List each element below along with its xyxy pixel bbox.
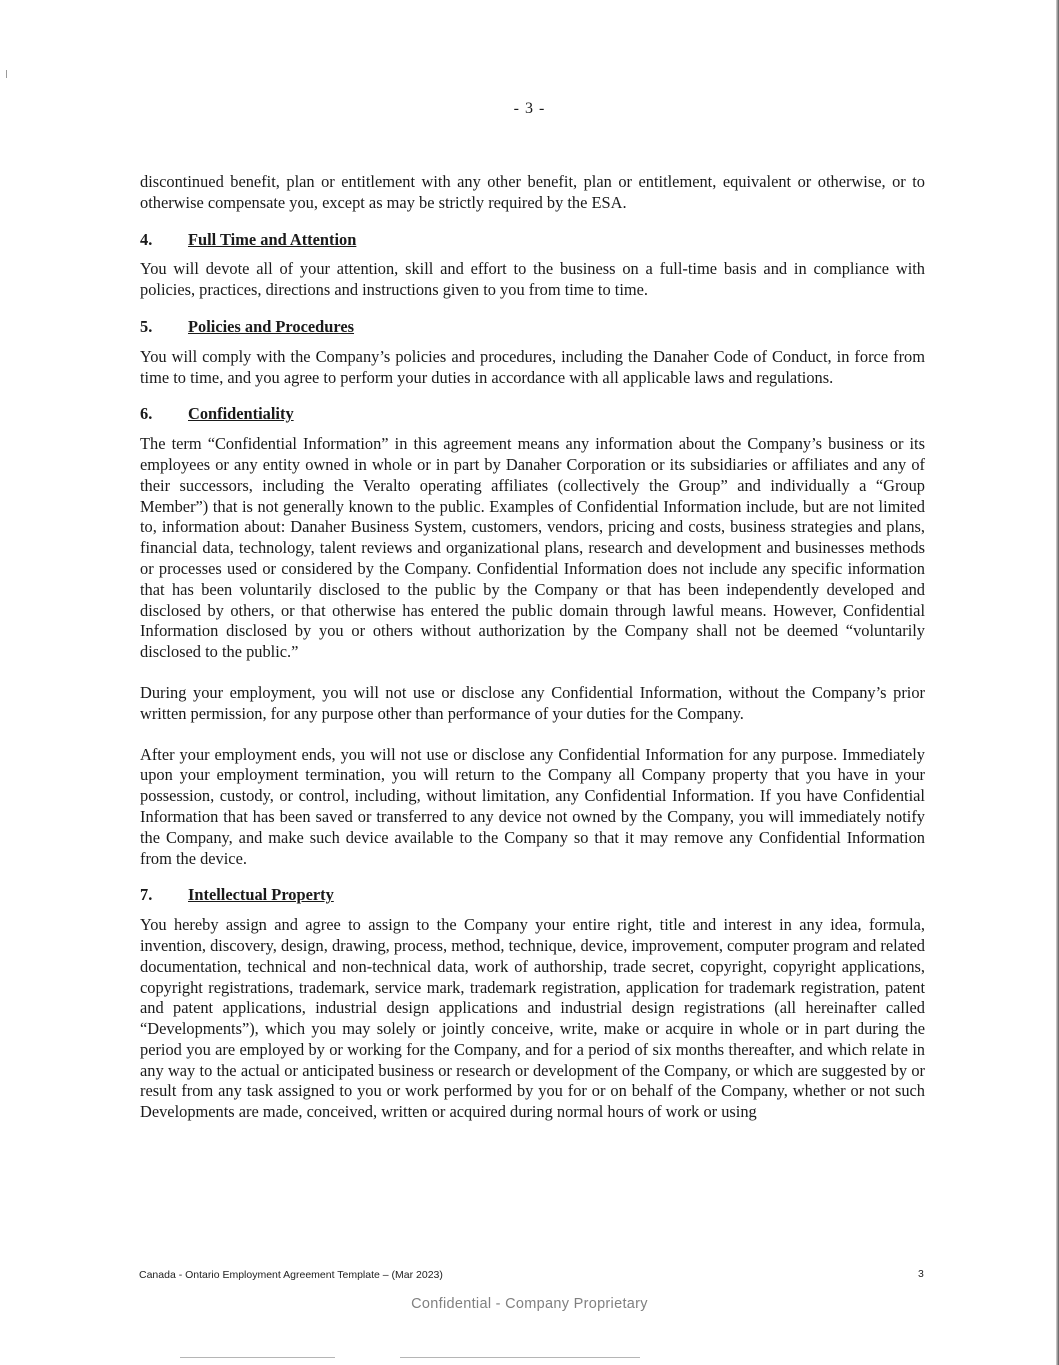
section-heading-confidentiality: [140, 404, 925, 425]
continuation-paragraph: discontinued benefit, plan or entitlement with any other benefit, plan or entitlement, equivalent or otherwise, or to otherwise compensate you, except as may be strictly required by the ESA.: [140, 172, 925, 212]
section-paragraph: You hereby assign and agree to assign to the Company your entire right, title and interest in any idea, formula, invention, discovery, design, drawing, process, method, technique, device, improvement, computer program and related documentation, technical and non-technical data, work of authorship, trade secret, copyright, copyright applications, copyright registrations, trademark, service mark, trademark registration, application for trademark registration, patent and patent applications, industrial design applications and industrial design registrations (all hereinafter called “Developments”), which you may solely or jointly conceive, write, make or acquire in whole or in part during the period you are employed by or working for the Company, and for a period of six months thereafter, and which relate in any way to the actual or anticipated business or research or development of the Company, or which are suggested by or result from any task assigned to you or work performed by you for or on behalf of the Company, whether or not such Developments are made, conceived, written or acquired during normal hours of work or using: [140, 915, 925, 1122]
footer-document-name: Canada - Ontario Employment Agreement Template – (Mar 2023): [139, 1269, 443, 1281]
section-number: 7.: [140, 885, 153, 905]
section-paragraph: You will devote all of your attention, skill and effort to the business on a full-time basis and in compliance with policies, practices, directions and instructions given to you from time to time.: [140, 259, 925, 300]
section-paragraph: You will comply with the Company’s policies and procedures, including the Danaher Code of Conduct, in force from time to time, and you agree to perform your duties in accordance with all applicable laws and regulations.: [140, 346, 925, 387]
section-number: 4.: [140, 229, 153, 249]
section-paragraph: After your employment ends, you will not use or disclose any Confidential Information for any purpose. Immediately upon your employment termination, you will return to the Company all Company property that you have in your possession, custody, or control, including, without limitation, any Confidential Information. If you have Confidential Information that has been saved or transferred to any device not owned by the Company, you will immediately notify the Company, and make such device available to the Company so that it may remove any Confidential Information from the device.: [140, 744, 925, 868]
section-title: Intellectual Property: [188, 885, 334, 905]
header-page-number: - 3 -: [513, 100, 546, 117]
scan-artifact-line: [400, 1357, 640, 1358]
scan-artifact-line: [180, 1357, 335, 1358]
section-heading-policies: [140, 317, 925, 338]
section-heading-intellectual-property: [140, 885, 925, 906]
footer-page-number: 3: [918, 1268, 924, 1280]
section-number: 5.: [140, 316, 153, 336]
classification-label: Confidential - Company Proprietary: [411, 1296, 648, 1312]
document-body: [140, 172, 925, 1123]
scan-artifact-mark: [6, 70, 7, 78]
section-paragraph: During your employment, you will not use or disclose any Confidential Information, without the Company’s prior written permission, for any purpose other than performance of your duties for the Company.: [140, 682, 925, 723]
section-title: Full Time and Attention: [188, 229, 357, 249]
section-number: 6.: [140, 404, 153, 424]
section-heading-full-time: [140, 230, 925, 251]
section-title: Confidentiality: [188, 404, 294, 424]
section-paragraph: The term “Confidential Information” in this agreement means any information about the Company’s business or its employees or any entity owned in whole or in part by Danaher Corporation or its subsidiaries or affiliates and any of their successors, including the Veralto operating affiliates (collectively the Group” and individually a “Group Member”) that is not generally known to the public. Examples of Confidential Information include, but are not limited to, information about: Danaher Business System, customers, vendors, pricing and costs, business strategies and plans, financial data, technology, talent reviews and organizational plans, research and development and businesses methods or processes used or considered by the Company. Confidential Information does not include any specific information that has been voluntarily disclosed to the public by the Company or that has been independently developed and disclosed by others, or that otherwise has entered the public domain through lawful means. However, Confidential Information disclosed by you or others without authorization by the Company shall not be deemed “voluntarily disclosed to the public.”: [140, 434, 925, 662]
section-title: Policies and Procedures: [188, 316, 355, 336]
